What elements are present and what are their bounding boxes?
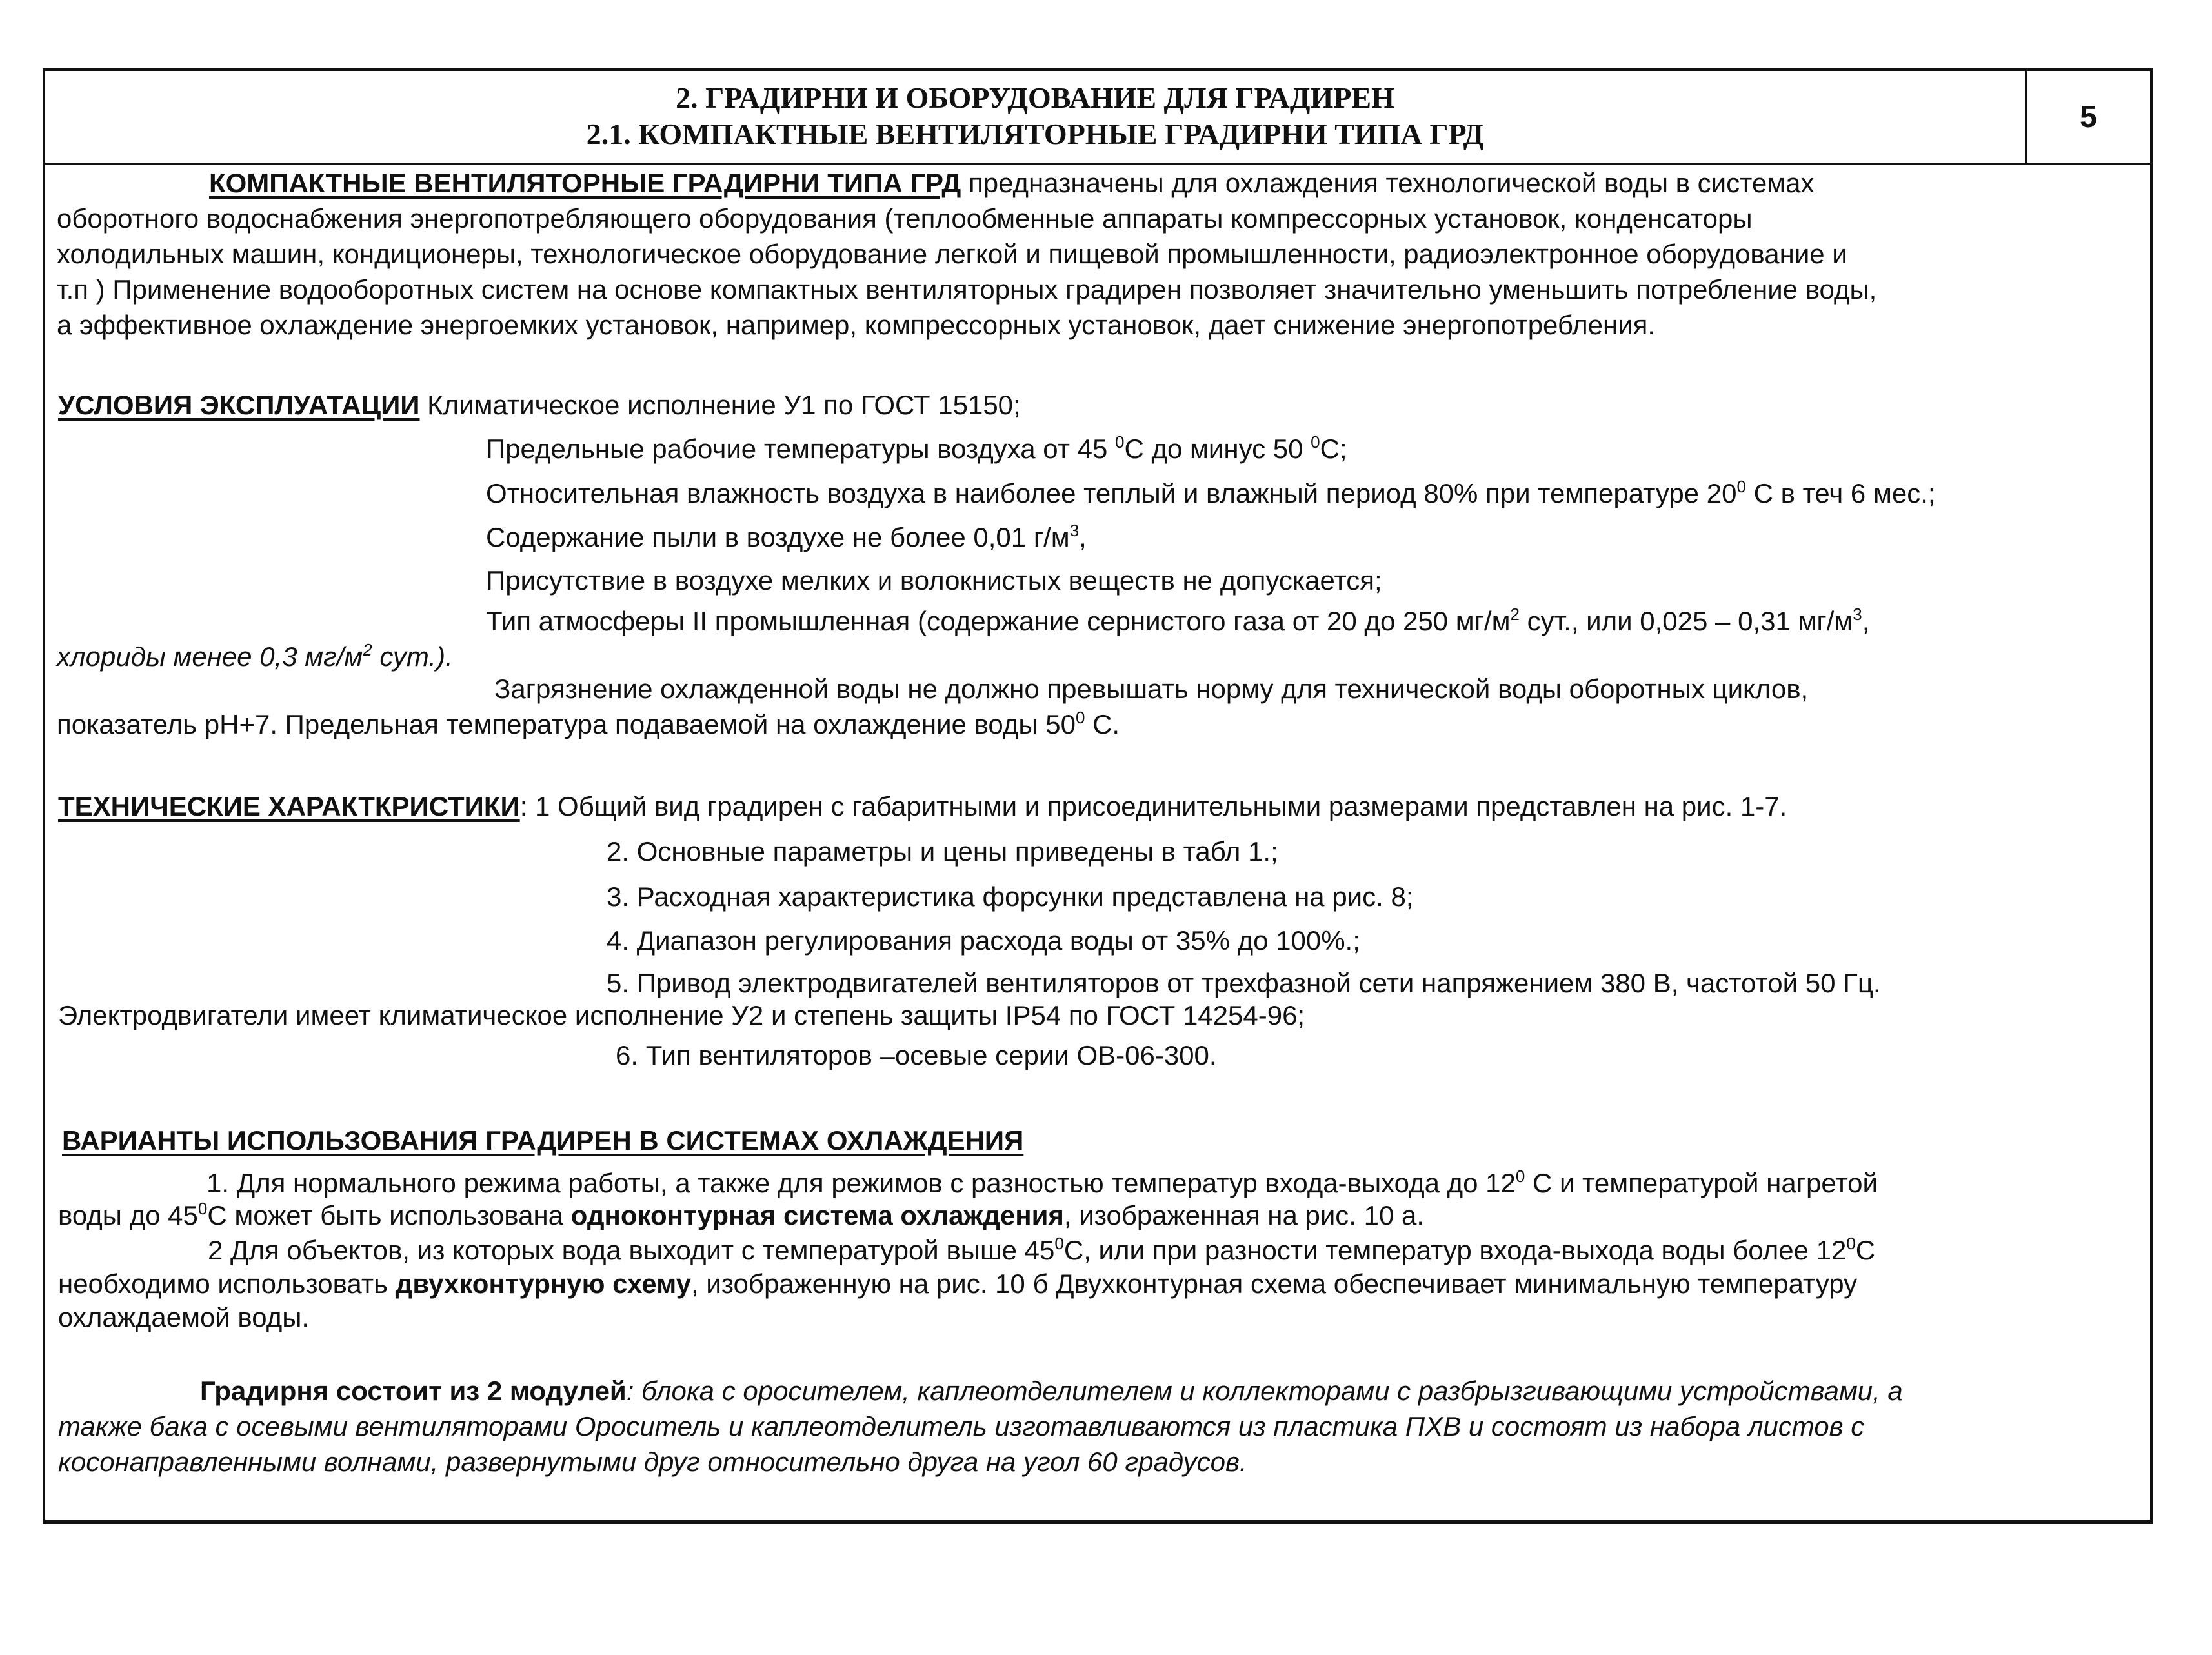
intro-line-1	[209, 165, 1814, 201]
composition-line-2: также бака с осевыми вентиляторами Ороситель и каплеотделитель изготавливаются из пластика ПХВ и состоят из набора листов с	[58, 1411, 1865, 1441]
title-line-1: 2. ГРАДИРНИ И ОБОРУДОВАНИЕ ДЛЯ ГРАДИРЕН	[676, 81, 1394, 114]
specs-item-3: 3. Расходная характеристика форсунки представлена на рис. 8;	[607, 881, 1414, 912]
intro-line-2: оборотного водоснабжения энергопотребляющего оборудования (теплообменные аппараты компрессорных установок, конденсаторы	[57, 203, 1753, 234]
conditions-heading: УСЛОВИЯ ЭКСПЛУАТАЦИИ	[58, 390, 420, 420]
conditions-item-3: Относительная влажность воздуха в наиболее теплый и влажный период 80% при температуре $20^0$ С в теч 6 мес.;	[486, 477, 1936, 508]
composition-line-1: Градирня состоит из 2 модулей: блока с оросителем, каплеотделителем и коллекторами с разбрызгивающими устройствами, а	[200, 1376, 1903, 1406]
variants-p1-line-2: воды до $45^0С$ может быть использована одноконтурная система охлаждения, изображенная на рис. 10 а.	[58, 1199, 1425, 1230]
specs-item-5-line-1: 5. Привод электродвигателей вентиляторов от трехфазной сети напряжением 380 В, частотой 50 Гц.	[607, 968, 1881, 998]
intro-line-3: холодильных машин, кондиционеры, технологическое оборудование легкой и пищевой промышленности, радиоэлектронное оборудование и	[57, 239, 1847, 269]
title-line-2: 2.1. КОМПАКТНЫЕ ВЕНТИЛЯТОРНЫЕ ГРАДИРНИ ТИПА ГРД	[586, 117, 1484, 150]
conditions-line-1	[58, 387, 1021, 423]
page-number: 5	[2025, 71, 2150, 163]
variants-p2-line-1: 2 Для объектов, из которых вода выходит с температурой выше $45^0С$, или при разности температур входа-выхода воды более $12^0С$	[208, 1234, 1876, 1265]
specs-line-1: ТЕХНИЧЕСКИЕ ХАРАКТКРИСТИКИ: 1 Общий вид градирен с габаритными и присоединительными размерами представлен на рис. 1-7.	[58, 791, 1787, 821]
specs-item-6: 6. Тип вентиляторов –осевые серии ОВ-06-300.	[616, 1040, 1217, 1070]
conditions-item-4: Содержание пыли в воздухе не более 0,01 $г/м^3$,	[486, 521, 1087, 552]
conditions-item-5: Присутствие в воздухе мелких и волокнистых веществ не допускается;	[486, 565, 1382, 596]
specs-heading: ТЕХНИЧЕСКИЕ ХАРАКТКРИСТИКИ	[58, 791, 520, 821]
conditions-item-6-line-2: хлориды менее 0,3 $мг/м^2$ сут.).	[57, 640, 453, 672]
specs-item-1: 1 Общий вид градирен с габаритными и присоединительными размерами представлен на рис. 1-7.	[527, 791, 1787, 821]
variants-heading-line	[62, 1123, 1023, 1158]
conditions-item-7-line-1: Загрязнение охлажденной воды не должно превышать норму для технической воды оборотных циклов,	[494, 674, 1809, 704]
composition-lead: Градирня состоит из 2 модулей	[200, 1376, 627, 1406]
conditions-item-2: Предельные рабочие температуры воздуха от 45 $^0$С до минус 50 $^0$С;	[486, 432, 1347, 464]
intro-line-4: т.п ) Применение водооборотных систем на основе компактных вентиляторных градирен позволяет значительно уменьшить потребление воды,	[57, 274, 1877, 305]
intro-heading: КОМПАКТНЫЕ ВЕНТИЛЯТОРНЫЕ ГРАДИРНИ ТИПА ГРД	[209, 168, 961, 198]
composition-line-3: косонаправленными волнами, развернутыми друг относительно друга на угол 60 градусов.	[58, 1447, 1247, 1477]
specs-item-4: 4. Диапазон регулирования расхода воды от 35% до 100%.;	[607, 925, 1360, 956]
section-title	[45, 71, 2025, 163]
variants-heading: ВАРИАНТЫ ИСПОЛЬЗОВАНИЯ ГРАДИРЕН В СИСТЕМАХ ОХЛАЖДЕНИЯ	[62, 1125, 1024, 1156]
variants-p1-line-1: 1. Для нормального режима работы, а также для режимов с разностью температур входа-выхода до $12^0$ С и температурой нагретой	[206, 1167, 1878, 1198]
specs-item-2: 2. Основные параметры и цены приведены в табл 1.;	[607, 836, 1278, 867]
conditions-item-6: Тип атмосферы II промышленная (содержание сернистого газа от 20 до 250 $мг/м^2$ сут., или 0,025 – 0,31 $мг/м^3$,	[486, 605, 1870, 636]
conditions-item-7-line-2: показатель рН+7. Предельная температура подаваемой на охлаждение воды $50^0$ С.	[57, 708, 1120, 739]
variants-p2-line-2: необходимо использовать двухконтурную схему, изображенную на рис. 10 б Двухконтурная схема обеспечивает минимальную температуру	[58, 1269, 1858, 1299]
conditions-item-1: Климатическое исполнение У1 по ГОСТ 15150;	[419, 390, 1021, 420]
intro-line-5: а эффективное охлаждение энергоемких установок, например, компрессорных установок, дает снижение энергопотребления.	[57, 310, 1656, 340]
header-row	[45, 71, 2150, 165]
variants-p2-line-3: охлаждаемой воды.	[58, 1302, 310, 1332]
intro-line-1-text: предназначены для охлаждения технологической воды в системах	[961, 168, 1815, 198]
specs-item-5-line-2: Электродвигатели имеет климатическое исполнение У2 и степень защиты IP54 по ГОСТ 14254-96;	[58, 1000, 1305, 1030]
